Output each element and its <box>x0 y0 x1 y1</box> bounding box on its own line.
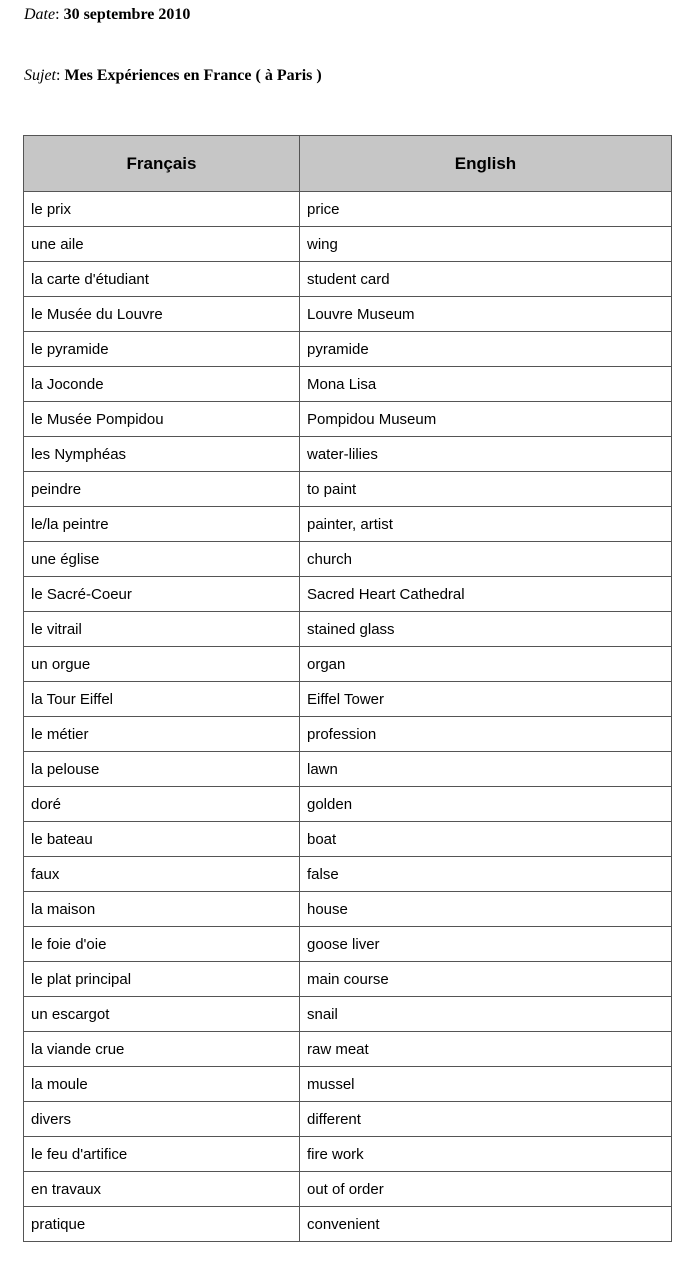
english-cell: house <box>300 892 672 927</box>
english-cell: goose liver <box>300 927 672 962</box>
english-cell: Sacred Heart Cathedral <box>300 577 672 612</box>
french-cell: le Sacré-Coeur <box>24 577 300 612</box>
table-row <box>24 682 672 717</box>
table-row <box>24 1207 672 1242</box>
table-row <box>24 192 672 227</box>
english-cell: golden <box>300 787 672 822</box>
column-header-french: Français <box>24 136 300 192</box>
french-cell: le/la peintre <box>24 507 300 542</box>
french-cell: faux <box>24 857 300 892</box>
table-body <box>24 192 672 1242</box>
subject-line <box>24 66 322 86</box>
subject-label: Sujet <box>24 67 56 84</box>
table-row <box>24 332 672 367</box>
english-cell: lawn <box>300 752 672 787</box>
english-cell: snail <box>300 997 672 1032</box>
french-cell: un escargot <box>24 997 300 1032</box>
french-cell: la viande crue <box>24 1032 300 1067</box>
table-row <box>24 787 672 822</box>
table-row <box>24 577 672 612</box>
english-cell: price <box>300 192 672 227</box>
french-cell: le plat principal <box>24 962 300 997</box>
table-row <box>24 367 672 402</box>
column-header-english: English <box>300 136 672 192</box>
subject-colon: : <box>56 67 65 84</box>
english-cell: mussel <box>300 1067 672 1102</box>
table-row <box>24 402 672 437</box>
english-cell: boat <box>300 822 672 857</box>
table-row <box>24 437 672 472</box>
table-row <box>24 1032 672 1067</box>
french-cell: peindre <box>24 472 300 507</box>
table-row <box>24 892 672 927</box>
english-cell: Eiffel Tower <box>300 682 672 717</box>
french-cell: le feu d'artifice <box>24 1137 300 1172</box>
french-cell: une église <box>24 542 300 577</box>
table-row <box>24 1067 672 1102</box>
english-cell: out of order <box>300 1172 672 1207</box>
french-cell: le métier <box>24 717 300 752</box>
english-cell: false <box>300 857 672 892</box>
french-cell: le foie d'oie <box>24 927 300 962</box>
table-row <box>24 612 672 647</box>
table-row <box>24 752 672 787</box>
table-row <box>24 717 672 752</box>
english-cell: painter, artist <box>300 507 672 542</box>
english-cell: Pompidou Museum <box>300 402 672 437</box>
english-cell: Louvre Museum <box>300 297 672 332</box>
table-row <box>24 1172 672 1207</box>
table-row <box>24 822 672 857</box>
table-row <box>24 1102 672 1137</box>
french-cell: pratique <box>24 1207 300 1242</box>
french-cell: la Joconde <box>24 367 300 402</box>
table-row <box>24 647 672 682</box>
table-row <box>24 542 672 577</box>
table-row <box>24 297 672 332</box>
table-row <box>24 472 672 507</box>
french-cell: la maison <box>24 892 300 927</box>
french-cell: le pyramide <box>24 332 300 367</box>
french-cell: les Nymphéas <box>24 437 300 472</box>
english-cell: stained glass <box>300 612 672 647</box>
table-row <box>24 857 672 892</box>
vocabulary-table <box>23 135 672 1242</box>
english-cell: student card <box>300 262 672 297</box>
french-cell: en travaux <box>24 1172 300 1207</box>
english-cell: to paint <box>300 472 672 507</box>
french-cell: la Tour Eiffel <box>24 682 300 717</box>
french-cell: le vitrail <box>24 612 300 647</box>
french-cell: le bateau <box>24 822 300 857</box>
english-cell: pyramide <box>300 332 672 367</box>
english-cell: church <box>300 542 672 577</box>
table-row <box>24 262 672 297</box>
english-cell: wing <box>300 227 672 262</box>
table-row <box>24 227 672 262</box>
table-row <box>24 1137 672 1172</box>
english-cell: profession <box>300 717 672 752</box>
english-cell: water-lilies <box>300 437 672 472</box>
english-cell: main course <box>300 962 672 997</box>
table-header-row <box>24 136 672 192</box>
date-label: Date <box>24 6 56 23</box>
english-cell: fire work <box>300 1137 672 1172</box>
french-cell: le prix <box>24 192 300 227</box>
french-cell: doré <box>24 787 300 822</box>
english-cell: raw meat <box>300 1032 672 1067</box>
subject-value: Mes Expériences en France ( à Paris ) <box>64 67 322 84</box>
english-cell: different <box>300 1102 672 1137</box>
english-cell: Mona Lisa <box>300 367 672 402</box>
french-cell: le Musée du Louvre <box>24 297 300 332</box>
french-cell: un orgue <box>24 647 300 682</box>
table-row <box>24 997 672 1032</box>
french-cell: la pelouse <box>24 752 300 787</box>
table-row <box>24 927 672 962</box>
french-cell: le Musée Pompidou <box>24 402 300 437</box>
french-cell: divers <box>24 1102 300 1137</box>
french-cell: une aile <box>24 227 300 262</box>
date-line <box>24 5 190 25</box>
date-colon: : <box>55 6 64 23</box>
english-cell: convenient <box>300 1207 672 1242</box>
english-cell: organ <box>300 647 672 682</box>
french-cell: la moule <box>24 1067 300 1102</box>
french-cell: la carte d'étudiant <box>24 262 300 297</box>
table-row <box>24 507 672 542</box>
date-value: 30 septembre 2010 <box>63 6 191 23</box>
table-row <box>24 962 672 997</box>
